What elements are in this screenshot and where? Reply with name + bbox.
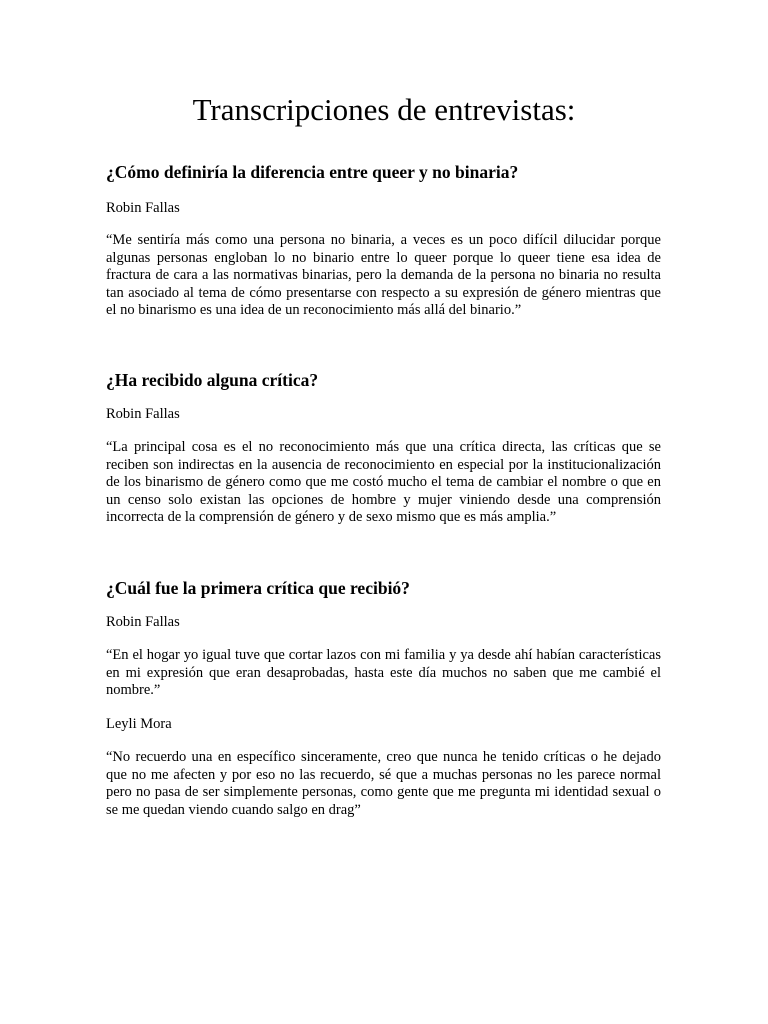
speaker-name: Robin Fallas xyxy=(106,614,180,630)
speaker-name: Robin Fallas xyxy=(106,406,180,422)
answer-text: “Me sentiría más como una persona no binaria, a veces es un poco difícil dilucidar porque algunas personas engloban lo no binario entre lo queer porque lo queer tiene esa idea de fractura de cara a las normativas binarias, pero la demanda de la persona no binaria no resulta tan asociado al tema de cómo presentarse con respecto a su expresión de género mientras que el no binarismo es una idea de un reconocimiento más allá del binario.” xyxy=(106,232,661,319)
answer-text: “En el hogar yo igual tuve que cortar lazos con mi familia y ya desde ahí habían características en mi expresión que eran desaprobadas, hasta este día muchos no saben que me cambié el nombre.” xyxy=(106,647,661,699)
question-heading: ¿Ha recibido alguna crítica? xyxy=(106,370,319,390)
speaker-name: Leyli Mora xyxy=(106,716,172,732)
answer-text: “No recuerdo una en específico sinceramente, creo que nunca he tenido críticas o he dejado que no me afecten y por eso no las recuerdo, sé que a muchas personas no les parece normal pero no pasa de ser simplemente personas, como gente que me pregunta mi identidad sexual o se me quedan viendo cuando salgo en drag” xyxy=(106,749,661,818)
question-heading: ¿Cuál fue la primera crítica que recibió? xyxy=(106,578,410,598)
speaker-name: Robin Fallas xyxy=(106,200,180,216)
question-heading: ¿Cómo definiría la diferencia entre queer y no binaria? xyxy=(106,162,519,182)
answer-text: “La principal cosa es el no reconocimiento más que una crítica directa, las críticas que se reciben son indirectas en la ausencia de reconocimiento en especial por la institucionalización de los binarismo de género como que me costó mucho el tema de cambiar el nombre o que en un censo solo existan las opciones de hombre y mujer viniendo desde una comprensión incorrecta de la comprensión de género y de sexo mismo que es más amplia.” xyxy=(106,439,661,526)
document-title: Transcripciones de entrevistas: xyxy=(192,92,576,127)
